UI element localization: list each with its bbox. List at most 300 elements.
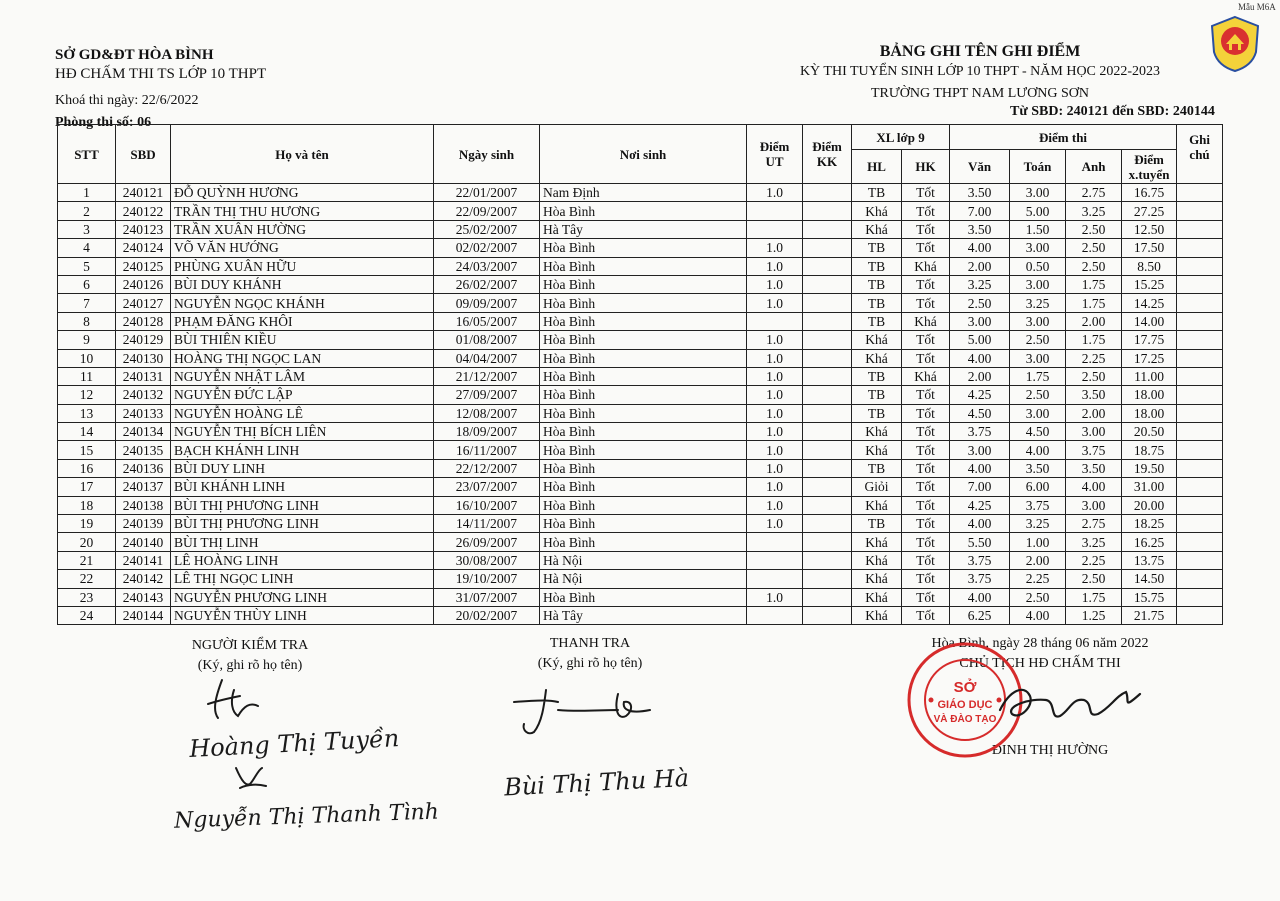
cell-kk (803, 257, 852, 275)
cell-ut: 1.0 (747, 404, 803, 422)
cell-total: 19.50 (1122, 459, 1177, 477)
col-note: Ghi chú (1177, 125, 1223, 184)
cell-toan: 2.50 (1010, 386, 1066, 404)
cell-toan: 0.50 (1010, 257, 1066, 275)
cell-ut: 1.0 (747, 367, 803, 385)
col-toan: Toán (1010, 150, 1066, 184)
cell-hk: Khá (902, 257, 950, 275)
cell-name: ĐỖ QUỲNH HƯƠNG (171, 184, 434, 202)
cell-name: BÙI DUY KHÁNH (171, 275, 434, 293)
cell-hl: TB (852, 367, 902, 385)
cell-sbd: 240127 (116, 294, 171, 312)
cell-hk: Tốt (902, 220, 950, 238)
table-row (58, 423, 1223, 441)
cell-name: VÕ VĂN HƯỚNG (171, 239, 434, 257)
cell-note (1177, 367, 1223, 385)
cell-stt: 4 (58, 239, 116, 257)
cell-ut: 1.0 (747, 386, 803, 404)
cell-ut: 1.0 (747, 239, 803, 257)
cell-sbd: 240133 (116, 404, 171, 422)
cell-dob: 30/08/2007 (434, 551, 540, 569)
cell-hk: Tốt (902, 349, 950, 367)
cell-dob: 12/08/2007 (434, 404, 540, 422)
cell-hk: Tốt (902, 441, 950, 459)
svg-text:Bùi Thị Thu Hà: Bùi Thị Thu Hà (503, 763, 690, 802)
cell-van: 4.00 (950, 588, 1010, 606)
cell-van: 7.00 (950, 478, 1010, 496)
cell-note (1177, 220, 1223, 238)
cell-dob: 23/07/2007 (434, 478, 540, 496)
cell-hl: TB (852, 294, 902, 312)
svg-text:SỞ: SỞ (953, 679, 977, 696)
cell-note (1177, 349, 1223, 367)
cell-sbd: 240126 (116, 275, 171, 293)
cell-hl: Khá (852, 533, 902, 551)
inspector-block (490, 634, 690, 674)
cell-kk (803, 220, 852, 238)
cell-anh: 2.75 (1066, 515, 1122, 533)
cell-total: 15.75 (1122, 588, 1177, 606)
cell-birthplace: Hòa Bình (540, 588, 747, 606)
cell-kk (803, 404, 852, 422)
cell-ut: 1.0 (747, 515, 803, 533)
cell-kk (803, 478, 852, 496)
cell-sbd: 240131 (116, 367, 171, 385)
cell-toan: 3.25 (1010, 515, 1066, 533)
table-row (58, 312, 1223, 330)
cell-toan: 1.50 (1010, 220, 1066, 238)
cell-anh: 2.00 (1066, 404, 1122, 422)
cell-stt: 11 (58, 367, 116, 385)
cell-note (1177, 239, 1223, 257)
cell-total: 18.00 (1122, 386, 1177, 404)
cell-anh: 2.50 (1066, 220, 1122, 238)
cell-toan: 3.25 (1010, 294, 1066, 312)
cell-anh: 2.00 (1066, 312, 1122, 330)
cell-anh: 2.50 (1066, 367, 1122, 385)
cell-sbd: 240125 (116, 257, 171, 275)
cell-name: NGUYỄN HOÀNG LÊ (171, 404, 434, 422)
cell-van: 7.00 (950, 202, 1010, 220)
cell-ut (747, 220, 803, 238)
header-right (770, 42, 1190, 104)
cell-toan: 1.00 (1010, 533, 1066, 551)
cell-name: NGUYỄN THÙY LINH (171, 606, 434, 624)
cell-hk: Tốt (902, 533, 950, 551)
cell-van: 4.00 (950, 515, 1010, 533)
table-row (58, 459, 1223, 477)
cell-note (1177, 533, 1223, 551)
table-row (58, 184, 1223, 202)
cell-hk: Tốt (902, 515, 950, 533)
cell-anh: 3.00 (1066, 496, 1122, 514)
cell-sbd: 240136 (116, 459, 171, 477)
table-row (58, 386, 1223, 404)
cell-toan: 3.00 (1010, 312, 1066, 330)
cell-stt: 1 (58, 184, 116, 202)
cell-ut: 1.0 (747, 478, 803, 496)
cell-stt: 20 (58, 533, 116, 551)
cell-stt: 9 (58, 331, 116, 349)
cell-total: 14.00 (1122, 312, 1177, 330)
cell-hl: TB (852, 459, 902, 477)
cell-stt: 10 (58, 349, 116, 367)
cell-note (1177, 606, 1223, 624)
table-row (58, 588, 1223, 606)
school-emblem-icon (1208, 14, 1262, 74)
cell-hl: Khá (852, 202, 902, 220)
cell-anh: 4.00 (1066, 478, 1122, 496)
cell-anh: 2.25 (1066, 551, 1122, 569)
cell-hk: Tốt (902, 570, 950, 588)
cell-hl: Khá (852, 570, 902, 588)
cell-sbd: 240142 (116, 570, 171, 588)
cell-stt: 24 (58, 606, 116, 624)
score-table-body (58, 184, 1223, 625)
checker-signature-1 (185, 716, 400, 766)
cell-sbd: 240139 (116, 515, 171, 533)
table-row (58, 533, 1223, 551)
cell-anh: 2.75 (1066, 184, 1122, 202)
cell-stt: 22 (58, 570, 116, 588)
cell-ut (747, 551, 803, 569)
cell-anh: 3.75 (1066, 441, 1122, 459)
exam-date: Khoá thi ngày: 22/6/2022 (55, 93, 199, 108)
cell-dob: 27/09/2007 (434, 386, 540, 404)
cell-name: BÙI THỊ PHƯƠNG LINH (171, 515, 434, 533)
cell-van: 2.00 (950, 257, 1010, 275)
cell-toan: 5.00 (1010, 202, 1066, 220)
cell-dob: 25/02/2007 (434, 220, 540, 238)
cell-total: 18.75 (1122, 441, 1177, 459)
cell-van: 6.25 (950, 606, 1010, 624)
cell-ut: 1.0 (747, 184, 803, 202)
cell-dob: 16/05/2007 (434, 312, 540, 330)
cell-hk: Tốt (902, 423, 950, 441)
col-birthplace: Nơi sinh (540, 125, 747, 184)
cell-sbd: 240143 (116, 588, 171, 606)
cell-anh: 1.75 (1066, 275, 1122, 293)
cell-birthplace: Hòa Bình (540, 239, 747, 257)
col-sbd: SBD (116, 125, 171, 184)
cell-anh: 3.50 (1066, 386, 1122, 404)
cell-toan: 2.50 (1010, 331, 1066, 349)
cell-birthplace: Hòa Bình (540, 367, 747, 385)
cell-sbd: 240141 (116, 551, 171, 569)
cell-sbd: 240137 (116, 478, 171, 496)
cell-total: 17.75 (1122, 331, 1177, 349)
col-stt: STT (58, 125, 116, 184)
cell-total: 18.00 (1122, 404, 1177, 422)
cell-total: 14.25 (1122, 294, 1177, 312)
cell-total: 16.75 (1122, 184, 1177, 202)
cell-hl: TB (852, 515, 902, 533)
cell-hk: Tốt (902, 606, 950, 624)
header-left (55, 46, 266, 131)
cell-kk (803, 459, 852, 477)
cell-hk: Khá (902, 367, 950, 385)
cell-note (1177, 275, 1223, 293)
table-row (58, 478, 1223, 496)
cell-anh: 1.75 (1066, 294, 1122, 312)
cell-stt: 5 (58, 257, 116, 275)
inspector-signature (500, 756, 720, 806)
cell-kk (803, 441, 852, 459)
cell-anh: 1.75 (1066, 588, 1122, 606)
cell-birthplace: Hòa Bình (540, 459, 747, 477)
cell-hk: Tốt (902, 294, 950, 312)
cell-birthplace: Hòa Bình (540, 349, 747, 367)
cell-name: NGUYỄN NGỌC KHÁNH (171, 294, 434, 312)
school-name: TRƯỜNG THPT NAM LƯƠNG SƠN (871, 86, 1089, 101)
svg-text:Hoàng Thị Tuyền: Hoàng Thị Tuyền (188, 724, 400, 764)
cell-hl: Giỏi (852, 478, 902, 496)
cell-stt: 13 (58, 404, 116, 422)
table-row (58, 275, 1223, 293)
cell-kk (803, 496, 852, 514)
cell-stt: 18 (58, 496, 116, 514)
cell-dob: 24/03/2007 (434, 257, 540, 275)
cell-van: 3.75 (950, 423, 1010, 441)
cell-ut (747, 533, 803, 551)
col-ut: Điểm UT (747, 125, 803, 184)
cell-stt: 12 (58, 386, 116, 404)
table-row (58, 367, 1223, 385)
cell-note (1177, 459, 1223, 477)
cell-van: 4.50 (950, 404, 1010, 422)
cell-sbd: 240123 (116, 220, 171, 238)
cell-ut (747, 312, 803, 330)
cell-name: BÙI THỊ LINH (171, 533, 434, 551)
cell-hk: Tốt (902, 588, 950, 606)
cell-ut: 1.0 (747, 349, 803, 367)
col-hl: HL (852, 150, 902, 184)
cell-total: 31.00 (1122, 478, 1177, 496)
cell-hl: TB (852, 257, 902, 275)
cell-name: NGUYỄN THỊ BÍCH LIÊN (171, 423, 434, 441)
cell-total: 8.50 (1122, 257, 1177, 275)
cell-total: 15.25 (1122, 275, 1177, 293)
cell-stt: 16 (58, 459, 116, 477)
cell-hk: Tốt (902, 386, 950, 404)
cell-toan: 3.00 (1010, 239, 1066, 257)
cell-hl: Khá (852, 441, 902, 459)
cell-hk: Tốt (902, 184, 950, 202)
cell-birthplace: Hòa Bình (540, 533, 747, 551)
cell-total: 12.50 (1122, 220, 1177, 238)
cell-stt: 6 (58, 275, 116, 293)
cell-name: PHẠM ĐĂNG KHÔI (171, 312, 434, 330)
cell-stt: 15 (58, 441, 116, 459)
table-row (58, 349, 1223, 367)
col-anh: Anh (1066, 150, 1122, 184)
cell-hk: Tốt (902, 202, 950, 220)
cell-dob: 22/01/2007 (434, 184, 540, 202)
cell-ut: 1.0 (747, 331, 803, 349)
col-name: Họ và tên (171, 125, 434, 184)
cell-stt: 19 (58, 515, 116, 533)
cell-toan: 3.50 (1010, 459, 1066, 477)
cell-hl: TB (852, 312, 902, 330)
cell-name: LÊ THỊ NGỌC LINH (171, 570, 434, 588)
cell-toan: 4.00 (1010, 441, 1066, 459)
cell-sbd: 240138 (116, 496, 171, 514)
cell-anh: 1.25 (1066, 606, 1122, 624)
document-subtitle: KỲ THI TUYỂN SINH LỚP 10 THPT - NĂM HỌC 2022-2023 (799, 64, 1161, 79)
cell-hl: Khá (852, 331, 902, 349)
cell-dob: 04/04/2007 (434, 349, 540, 367)
cell-dob: 31/07/2007 (434, 588, 540, 606)
cell-hl: Khá (852, 349, 902, 367)
cell-name: NGUYỄN ĐỨC LẬP (171, 386, 434, 404)
cell-birthplace: Hòa Bình (540, 294, 747, 312)
cell-van: 3.00 (950, 312, 1010, 330)
cell-total: 16.25 (1122, 533, 1177, 551)
cell-anh: 3.50 (1066, 459, 1122, 477)
cell-name: BÙI KHÁNH LINH (171, 478, 434, 496)
chair-signature-mark (990, 670, 1150, 740)
cell-ut: 1.0 (747, 257, 803, 275)
cell-name: TRẦN THỊ THU HƯƠNG (171, 202, 434, 220)
cell-total: 17.25 (1122, 349, 1177, 367)
cell-name: TRẦN XUÂN HƯỜNG (171, 220, 434, 238)
cell-anh: 3.00 (1066, 423, 1122, 441)
chair-name: ĐINH THỊ HƯỜNG (991, 743, 1109, 758)
cell-total: 20.50 (1122, 423, 1177, 441)
cell-dob: 18/09/2007 (434, 423, 540, 441)
cell-dob: 16/10/2007 (434, 496, 540, 514)
cell-toan: 4.50 (1010, 423, 1066, 441)
cell-kk (803, 275, 852, 293)
cell-birthplace: Hòa Bình (540, 386, 747, 404)
cell-note (1177, 312, 1223, 330)
cell-kk (803, 588, 852, 606)
cell-note (1177, 570, 1223, 588)
cell-kk (803, 606, 852, 624)
cell-name: HOÀNG THỊ NGỌC LAN (171, 349, 434, 367)
cell-name: BÙI THỊ PHƯƠNG LINH (171, 496, 434, 514)
cell-kk (803, 349, 852, 367)
cell-toan: 2.25 (1010, 570, 1066, 588)
cell-birthplace: Hòa Bình (540, 202, 747, 220)
cell-ut: 1.0 (747, 441, 803, 459)
cell-kk (803, 386, 852, 404)
cell-anh: 3.25 (1066, 533, 1122, 551)
cell-van: 3.75 (950, 551, 1010, 569)
cell-birthplace: Nam Định (540, 184, 747, 202)
cell-van: 4.25 (950, 386, 1010, 404)
cell-note (1177, 184, 1223, 202)
cell-dob: 26/02/2007 (434, 275, 540, 293)
cell-total: 20.00 (1122, 496, 1177, 514)
cell-total: 11.00 (1122, 367, 1177, 385)
cell-kk (803, 312, 852, 330)
cell-birthplace: Hòa Bình (540, 257, 747, 275)
cell-dob: 14/11/2007 (434, 515, 540, 533)
cell-total: 17.50 (1122, 239, 1177, 257)
cell-van: 5.00 (950, 331, 1010, 349)
cell-van: 4.00 (950, 459, 1010, 477)
cell-kk (803, 331, 852, 349)
checker-title: NGƯỜI KIỂM TRA (191, 638, 309, 653)
cell-note (1177, 515, 1223, 533)
cell-kk (803, 515, 852, 533)
cell-dob: 02/02/2007 (434, 239, 540, 257)
cell-stt: 23 (58, 588, 116, 606)
cell-van: 4.25 (950, 496, 1010, 514)
col-xl: XL lớp 9 (852, 125, 950, 150)
svg-text:Nguyễn Thị Thanh Tình: Nguyễn Thị Thanh Tình (173, 799, 440, 834)
cell-stt: 3 (58, 220, 116, 238)
cell-hl: Khá (852, 606, 902, 624)
cell-toan: 3.00 (1010, 349, 1066, 367)
cell-anh: 2.25 (1066, 349, 1122, 367)
cell-hk: Tốt (902, 404, 950, 422)
cell-dob: 22/12/2007 (434, 459, 540, 477)
cell-kk (803, 367, 852, 385)
cell-sbd: 240128 (116, 312, 171, 330)
cell-name: PHÙNG XUÂN HỮU (171, 257, 434, 275)
cell-total: 18.25 (1122, 515, 1177, 533)
cell-stt: 14 (58, 423, 116, 441)
table-row (58, 202, 1223, 220)
document-title: BẢNG GHI TÊN GHI ĐIỂM (879, 43, 1081, 60)
cell-note (1177, 496, 1223, 514)
cell-name: LÊ HOÀNG LINH (171, 551, 434, 569)
cell-toan: 2.50 (1010, 588, 1066, 606)
cell-total: 21.75 (1122, 606, 1177, 624)
cell-total: 13.75 (1122, 551, 1177, 569)
col-kk: Điểm KK (803, 125, 852, 184)
cell-name: BẠCH KHÁNH LINH (171, 441, 434, 459)
table-row (58, 441, 1223, 459)
cell-hk: Tốt (902, 239, 950, 257)
cell-hl: Khá (852, 423, 902, 441)
cell-hk: Tốt (902, 551, 950, 569)
cell-hl: TB (852, 184, 902, 202)
cell-stt: 2 (58, 202, 116, 220)
cell-birthplace: Hòa Bình (540, 515, 747, 533)
exam-room: Phòng thi số: 06 (55, 115, 152, 130)
cell-note (1177, 588, 1223, 606)
cell-stt: 21 (58, 551, 116, 569)
cell-stt: 17 (58, 478, 116, 496)
cell-kk (803, 423, 852, 441)
council-name: HĐ CHẤM THI TS LỚP 10 THPT (55, 66, 267, 82)
cell-note (1177, 423, 1223, 441)
cell-anh: 2.50 (1066, 257, 1122, 275)
cell-toan: 6.00 (1010, 478, 1066, 496)
cell-ut: 1.0 (747, 459, 803, 477)
cell-name: BÙI THIÊN KIỀU (171, 331, 434, 349)
cell-ut: 1.0 (747, 423, 803, 441)
checker-block (150, 636, 350, 676)
cell-kk (803, 202, 852, 220)
cell-name: NGUYỄN PHƯƠNG LINH (171, 588, 434, 606)
cell-hl: TB (852, 239, 902, 257)
cell-anh: 2.50 (1066, 570, 1122, 588)
table-row (58, 515, 1223, 533)
cell-birthplace: Hà Nội (540, 570, 747, 588)
cell-kk (803, 184, 852, 202)
cell-hl: Khá (852, 220, 902, 238)
cell-stt: 8 (58, 312, 116, 330)
cell-dob: 26/09/2007 (434, 533, 540, 551)
cell-dob: 01/08/2007 (434, 331, 540, 349)
cell-birthplace: Hòa Bình (540, 496, 747, 514)
cell-birthplace: Hòa Bình (540, 478, 747, 496)
cell-sbd: 240130 (116, 349, 171, 367)
